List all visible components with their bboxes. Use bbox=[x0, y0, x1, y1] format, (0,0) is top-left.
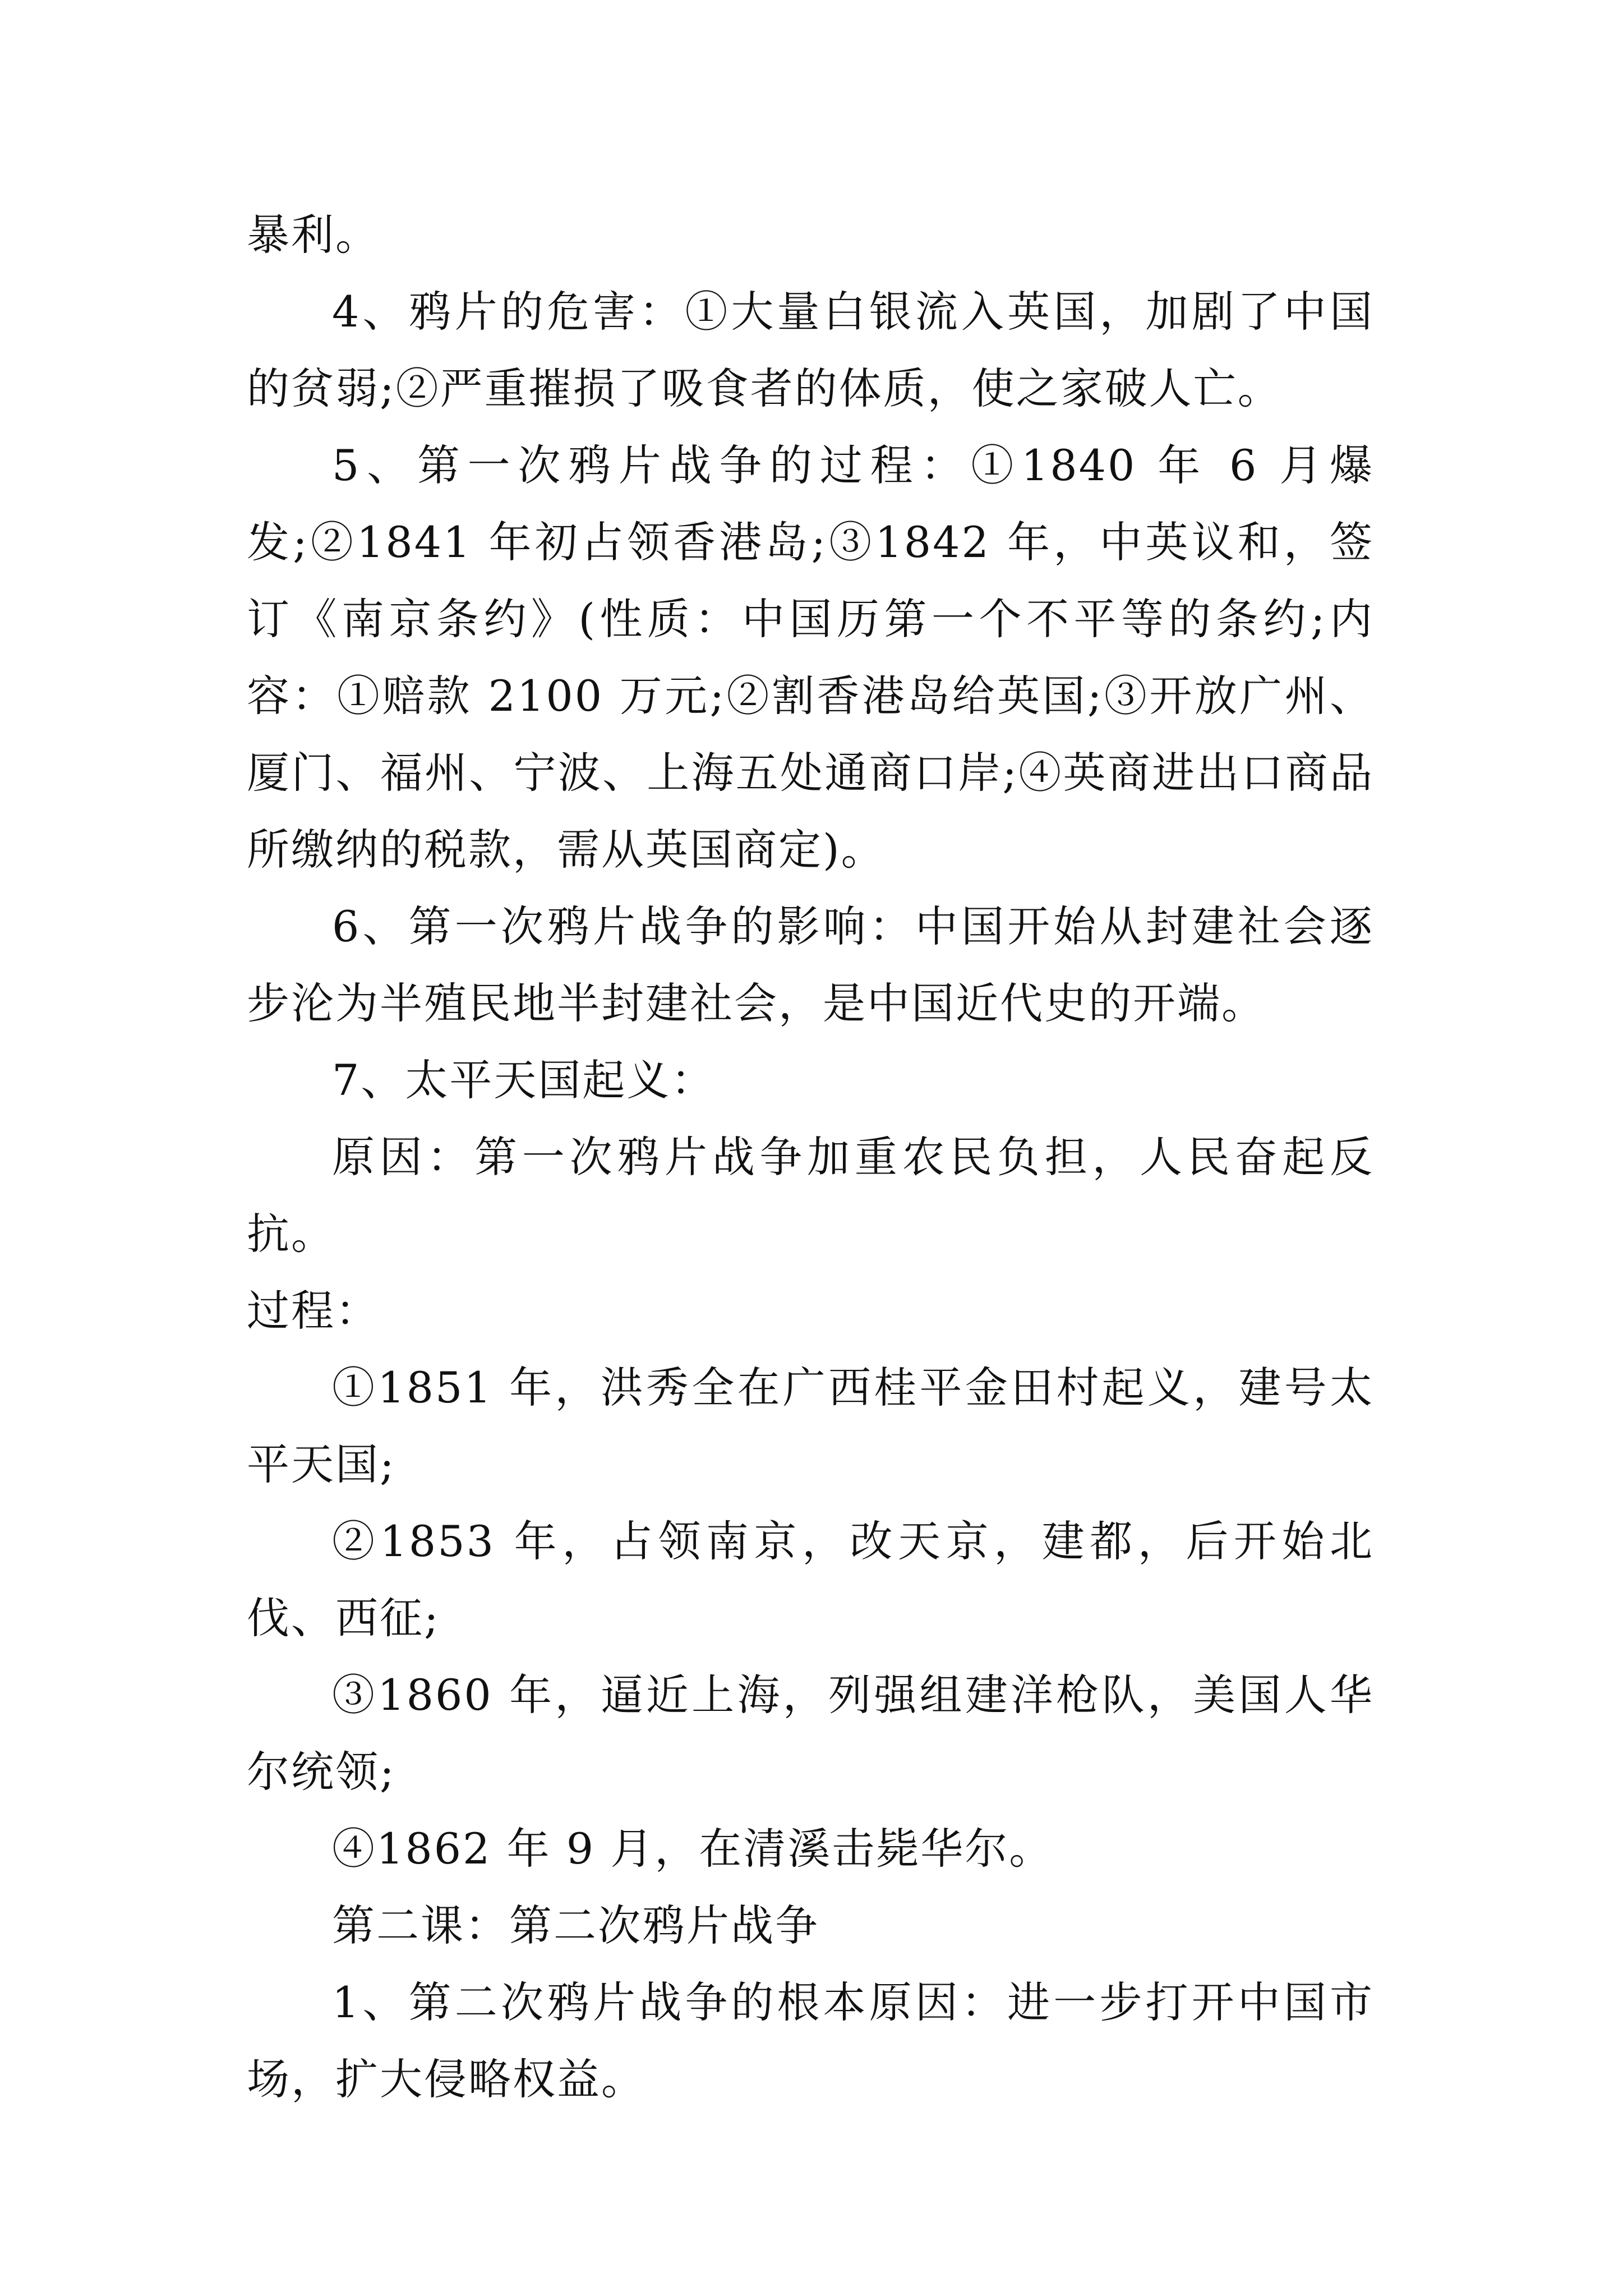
paragraph-taiping-step-3: ③1860 年，逼近上海，列强组建洋枪队，美国人华尔统领; bbox=[247, 1670, 1374, 1797]
paragraph-process-label: 过程： bbox=[247, 1286, 380, 1336]
paragraph-taiping-cause: 原因：第一次鸦片战争加重农民负担，人民奋起反抗。 bbox=[247, 1132, 1374, 1259]
lesson-heading: 第二课：第二次鸦片战争 bbox=[332, 1901, 819, 1950]
paragraph-first-opium-war-impact: 6、第一次鸦片战争的影响：中国开始从封建社会逐步沦为半殖民地半封建社会，是中国近代史的开端。 bbox=[247, 901, 1374, 1028]
paragraph-continuation: 暴利。 bbox=[247, 210, 380, 260]
paragraph-taiping-step-2: ②1853 年，占领南京，改天京，建都，后开始北伐、西征; bbox=[247, 1516, 1374, 1643]
paragraph-second-opium-war-cause: 1、第二次鸦片战争的根本原因：进一步打开中国市场，扩大侵略权益。 bbox=[247, 1977, 1374, 2104]
paragraph-taiping-heading: 7、太平天国起义： bbox=[332, 1055, 716, 1105]
document-body bbox=[247, 196, 1374, 2118]
paragraph-taiping-step-4: ④1862 年 9 月，在清溪击毙华尔。 bbox=[332, 1824, 1054, 1874]
paragraph-first-opium-war-process: 5、第一次鸦片战争的过程：①1840 年 6 月爆发;②1841 年初占领香港岛;③1842 年，中英议和，签订《南京条约》(性质：中国历第一个不平等的条约;内容：①赔款 2100 万元;②割香港岛给英国;③开放广州、厦门、福州、宁波、上海五处通商口岸;④英商进出口商品所缴纳的税款，需从英国商定)。 bbox=[247, 440, 1374, 875]
paragraph-taiping-step-1: ①1851 年，洪秀全在广西桂平金田村起义，建号太平天国; bbox=[247, 1363, 1374, 1489]
paragraph-opium-harm: 4、鸦片的危害：①大量白银流入英国，加剧了中国的贫弱;②严重摧损了吸食者的体质，使之家破人亡。 bbox=[247, 287, 1374, 413]
